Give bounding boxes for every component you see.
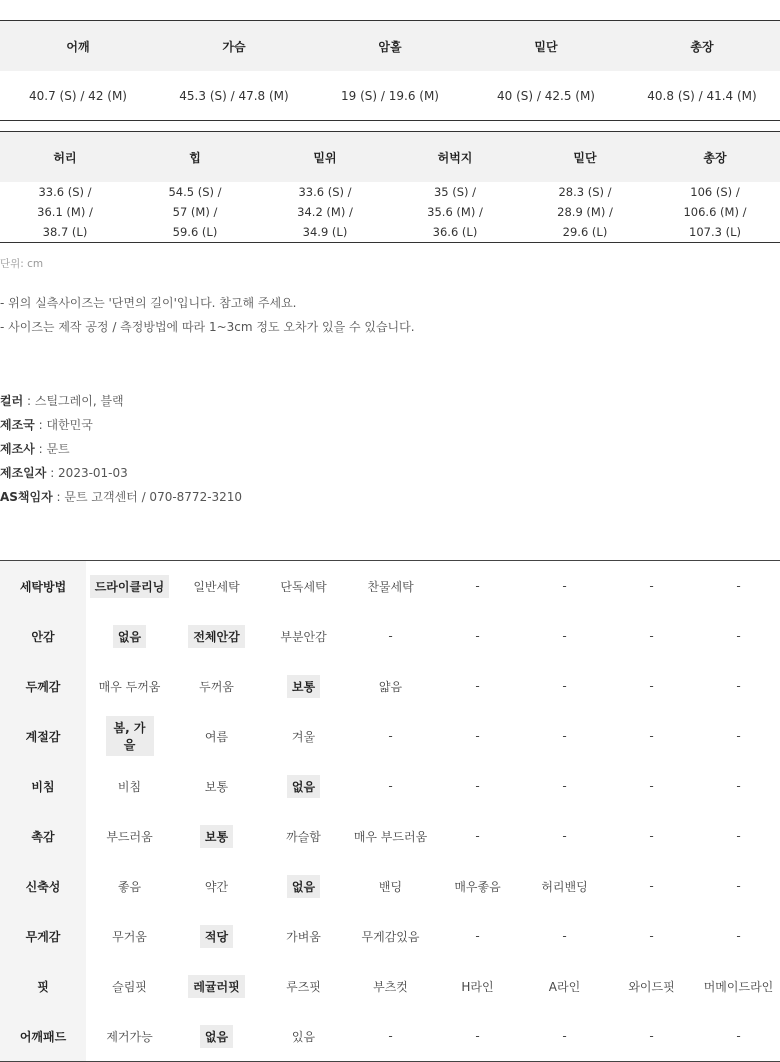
spec-option: [695, 861, 780, 911]
spec-option-text: 레귤러핏: [188, 975, 244, 998]
spec-option-text: -: [562, 579, 567, 593]
size-line: 36.1 (M) /: [37, 205, 93, 219]
spec-row: [0, 861, 780, 911]
size-line: 54.5 (S) /: [168, 185, 222, 199]
spec-row: [0, 1011, 780, 1061]
bottom-header-waist: 허리: [0, 132, 130, 183]
spec-option: [608, 961, 695, 1011]
spec-option-text: -: [388, 729, 393, 743]
size-line: 106.6 (M) /: [683, 205, 747, 219]
spec-option-text: -: [475, 729, 480, 743]
spec-option: [521, 661, 608, 711]
spec-option: [608, 661, 695, 711]
spec-option: [434, 961, 521, 1011]
spec-option-text: -: [736, 779, 741, 793]
info-manufacturer: [0, 440, 242, 464]
spec-option-selected: [86, 611, 173, 661]
spec-option-text: -: [649, 729, 654, 743]
spec-option-text: 매우 두꺼움: [98, 679, 161, 694]
spec-option: [434, 711, 521, 761]
spec-option-selected: [86, 711, 173, 761]
info-value: : 문트 고객센터 / 070-8772-3210: [52, 490, 243, 504]
spec-option-text: 부드러움: [106, 829, 153, 844]
spec-option-text: 없음: [287, 875, 320, 898]
spec-option-text: -: [475, 779, 480, 793]
top-header-chest: 가슴: [156, 21, 312, 72]
spec-option-text: -: [562, 779, 567, 793]
size-line: 33.6 (S) /: [38, 185, 92, 199]
note-line: - 사이즈는 제작 공정 / 측정방법에 따라 1~3cm 정도 오차가 있을 수 있습니다.: [0, 320, 415, 334]
spec-option-text: 허리밴딩: [541, 879, 588, 894]
spec-option: [434, 861, 521, 911]
spec-option: [434, 761, 521, 811]
spec-option-text: 있음: [291, 1029, 316, 1044]
info-as: [0, 488, 242, 512]
spec-option: [173, 861, 260, 911]
bottom-header-thigh: 허벅지: [390, 132, 520, 183]
spec-option: [434, 1011, 521, 1061]
spec-option: [521, 911, 608, 961]
spec-option-text: H라인: [461, 979, 494, 994]
spec-option: [608, 561, 695, 611]
spec-option-selected: [173, 811, 260, 861]
spec-row: [0, 811, 780, 861]
info-value: : 문트: [34, 442, 70, 456]
spec-option-text: -: [475, 829, 480, 843]
spec-option: [695, 911, 780, 961]
size-line: 35.6 (M) /: [427, 205, 483, 219]
spec-option: [86, 661, 173, 711]
top-value-length: 40.8 (S) / 41.4 (M): [647, 88, 757, 103]
spec-option-selected: [173, 961, 260, 1011]
spec-option-text: 슬림핏: [112, 979, 147, 994]
spec-option-text: 여름: [204, 729, 229, 744]
bottom-value-hem: [520, 182, 650, 243]
bottom-size-table: [0, 131, 780, 243]
bottom-value-waist: [0, 182, 130, 243]
spec-option-text: 보통: [200, 825, 233, 848]
spec-option-text: -: [562, 829, 567, 843]
spec-option-text: 겨울: [291, 729, 316, 744]
spec-option: [347, 611, 434, 661]
spec-option: [521, 761, 608, 811]
spec-option-text: -: [388, 1029, 393, 1043]
size-line: 33.6 (S) /: [298, 185, 352, 199]
spec-option: [260, 611, 347, 661]
spec-option-text: 찬물세탁: [367, 579, 414, 594]
spec-option-text: -: [388, 779, 393, 793]
bottom-value-rise: [260, 182, 390, 243]
spec-option: [260, 811, 347, 861]
info-value: : 2023-01-03: [46, 466, 128, 480]
spec-row: [0, 661, 780, 711]
info-label: 제조일자: [0, 466, 47, 480]
spec-option: [347, 561, 434, 611]
top-value-shoulder: 40.7 (S) / 42 (M): [29, 88, 127, 103]
spec-option: [608, 761, 695, 811]
spec-option: [695, 711, 780, 761]
size-line: 28.9 (M) /: [557, 205, 613, 219]
spec-option-text: 루즈핏: [286, 979, 321, 994]
spec-option-text: 제거가능: [106, 1029, 153, 1044]
spec-option: [434, 911, 521, 961]
spec-row-label: 촉감: [0, 811, 86, 861]
note-line: - 위의 실측사이즈는 '단면의 길이'입니다. 참고해 주세요.: [0, 296, 297, 310]
spec-option: [434, 661, 521, 711]
spec-option: [347, 861, 434, 911]
spec-option: [434, 561, 521, 611]
spec-option: [173, 761, 260, 811]
fabric-spec-table: [0, 560, 780, 1062]
info-country: [0, 416, 242, 440]
spec-option: [608, 911, 695, 961]
spec-option: [347, 711, 434, 761]
spec-option-text: 없음: [287, 775, 320, 798]
spec-row-label: 비침: [0, 761, 86, 811]
spec-option-text: -: [562, 929, 567, 943]
top-value-armhole: 19 (S) / 19.6 (M): [341, 88, 439, 103]
spec-option: [86, 1011, 173, 1061]
spec-option: [260, 961, 347, 1011]
size-line: 29.6 (L): [562, 225, 608, 239]
spec-option-text: 드라이클리닝: [90, 575, 170, 598]
size-line: 28.3 (S) /: [558, 185, 612, 199]
info-value: : 스틸그레이, 블랙: [23, 394, 124, 408]
bottom-header-length: 총장: [650, 132, 780, 183]
size-notes: [0, 294, 415, 342]
spec-row-label: 두께감: [0, 661, 86, 711]
spec-option-text: 보통: [287, 675, 320, 698]
spec-option: [86, 911, 173, 961]
spec-option: [695, 1011, 780, 1061]
size-line: 107.3 (L): [689, 225, 741, 239]
spec-option: [86, 811, 173, 861]
bottom-header-rise: 밑위: [260, 132, 390, 183]
bottom-value-thigh: [390, 182, 520, 243]
spec-row-label: 계절감: [0, 711, 86, 761]
spec-option-text: -: [562, 1029, 567, 1043]
spec-option-text: 전체안감: [188, 625, 244, 648]
spec-option-text: 밴딩: [378, 879, 403, 894]
spec-option-text: 얇음: [378, 679, 403, 694]
spec-option: [521, 861, 608, 911]
spec-option-text: -: [736, 679, 741, 693]
spec-row: [0, 561, 780, 611]
top-header-shoulder: 어깨: [0, 21, 156, 72]
info-label: 컬러: [0, 394, 24, 408]
spec-row-label: 무게감: [0, 911, 86, 961]
spec-option: [521, 811, 608, 861]
spec-option-text: -: [649, 1029, 654, 1043]
spec-option: [347, 961, 434, 1011]
spec-option-text: -: [475, 579, 480, 593]
size-line: 36.6 (L): [432, 225, 478, 239]
spec-row: [0, 961, 780, 1011]
spec-option: [260, 911, 347, 961]
spec-option-text: -: [736, 1029, 741, 1043]
spec-option-text: 없음: [200, 1025, 233, 1048]
spec-option-text: -: [649, 779, 654, 793]
spec-option-text: -: [736, 579, 741, 593]
spec-option: [608, 711, 695, 761]
spec-option: [521, 711, 608, 761]
spec-option-text: 봄, 가을: [106, 716, 154, 756]
spec-option-text: -: [562, 729, 567, 743]
spec-option-text: 부분안감: [280, 629, 327, 644]
spec-option: [434, 611, 521, 661]
spec-option: [521, 561, 608, 611]
spec-option-selected: [173, 611, 260, 661]
spec-option-text: 약간: [204, 879, 229, 894]
spec-option: [695, 661, 780, 711]
spec-option-text: 가벼움: [286, 929, 321, 944]
spec-option-selected: [260, 861, 347, 911]
spec-option-text: -: [649, 679, 654, 693]
spec-option: [608, 861, 695, 911]
spec-option-text: -: [649, 629, 654, 643]
spec-row-label: 핏: [0, 961, 86, 1011]
spec-option-text: -: [649, 829, 654, 843]
spec-option: [521, 611, 608, 661]
size-line: 34.2 (M) /: [297, 205, 353, 219]
spec-option-text: -: [562, 629, 567, 643]
spec-option: [86, 861, 173, 911]
spec-row: [0, 911, 780, 961]
spec-option-text: -: [475, 929, 480, 943]
spec-option-text: -: [649, 879, 654, 893]
spec-option-text: 단독세탁: [280, 579, 327, 594]
size-line: 57 (M) /: [172, 205, 218, 219]
info-label: 제조사: [0, 442, 35, 456]
spec-option-text: 무게감있음: [361, 929, 420, 944]
size-line: 106 (S) /: [690, 185, 740, 199]
spec-row: [0, 761, 780, 811]
bottom-value-hip: [130, 182, 260, 243]
spec-option-text: 두꺼움: [199, 679, 234, 694]
spec-option: [173, 711, 260, 761]
spec-option-text: -: [475, 629, 480, 643]
spec-option: [347, 1011, 434, 1061]
spec-option-text: -: [475, 679, 480, 693]
spec-option-text: -: [388, 629, 393, 643]
spec-option-text: 일반세탁: [193, 579, 240, 594]
product-info: [0, 392, 242, 512]
info-label: AS책임자: [0, 490, 53, 504]
spec-option-text: 보통: [204, 779, 229, 794]
info-date: [0, 464, 242, 488]
spec-row-label: 안감: [0, 611, 86, 661]
spec-option-text: 적당: [200, 925, 233, 948]
spec-option-text: 부츠컷: [373, 979, 408, 994]
info-label: 제조국: [0, 418, 35, 432]
spec-option: [434, 811, 521, 861]
bottom-value-length: [650, 182, 780, 243]
spec-option-selected: [173, 911, 260, 961]
spec-option: [695, 811, 780, 861]
spec-option: [86, 961, 173, 1011]
top-header-hem: 밑단: [468, 21, 624, 72]
top-size-table: [0, 20, 780, 121]
spec-option-text: -: [736, 629, 741, 643]
size-line: 34.9 (L): [302, 225, 348, 239]
spec-option-text: -: [736, 729, 741, 743]
size-line: 59.6 (L): [172, 225, 218, 239]
spec-option: [608, 811, 695, 861]
top-header-length: 총장: [624, 21, 780, 72]
info-color: [0, 392, 242, 416]
spec-row-label: 어깨패드: [0, 1011, 86, 1061]
spec-option-text: 와이드핏: [628, 979, 675, 994]
spec-option-text: -: [649, 929, 654, 943]
spec-option-text: 무거움: [112, 929, 147, 944]
spec-option: [347, 911, 434, 961]
spec-option-text: -: [649, 579, 654, 593]
bottom-header-hem: 밑단: [520, 132, 650, 183]
spec-option-selected: [260, 661, 347, 711]
spec-option-text: 좋음: [117, 879, 142, 894]
top-value-hem: 40 (S) / 42.5 (M): [497, 88, 595, 103]
spec-option-text: 없음: [113, 625, 146, 648]
spec-option: [86, 761, 173, 811]
top-value-chest: 45.3 (S) / 47.8 (M): [179, 88, 289, 103]
spec-option-text: 머메이드라인: [703, 979, 774, 994]
spec-option-text: 매우좋음: [454, 879, 501, 894]
spec-option: [695, 561, 780, 611]
spec-option: [260, 711, 347, 761]
spec-option-text: 까슬함: [286, 829, 321, 844]
spec-option: [608, 611, 695, 661]
spec-option-selected: [260, 761, 347, 811]
info-value: : 대한민국: [34, 418, 93, 432]
spec-option: [608, 1011, 695, 1061]
size-line: 35 (S) /: [433, 185, 477, 199]
spec-option-text: 매우 부드러움: [353, 829, 428, 844]
spec-option-text: -: [736, 879, 741, 893]
spec-option-text: -: [475, 1029, 480, 1043]
spec-option: [347, 811, 434, 861]
spec-option: [260, 561, 347, 611]
size-line: 38.7 (L): [42, 225, 88, 239]
spec-option: [347, 761, 434, 811]
spec-option-text: 비침: [117, 779, 142, 794]
spec-option-text: A라인: [548, 979, 581, 994]
spec-option-text: -: [736, 929, 741, 943]
spec-option: [260, 1011, 347, 1061]
spec-option-selected: [86, 561, 173, 611]
spec-option: [173, 661, 260, 711]
spec-option: [173, 561, 260, 611]
spec-option: [521, 961, 608, 1011]
spec-row: [0, 711, 780, 761]
top-header-armhole: 암홀: [312, 21, 468, 72]
unit-note: 단위: cm: [0, 258, 44, 270]
bottom-header-hip: 힙: [130, 132, 260, 183]
spec-row-label: 신축성: [0, 861, 86, 911]
spec-option: [521, 1011, 608, 1061]
spec-row-label: 세탁방법: [0, 561, 86, 611]
spec-option-text: -: [562, 679, 567, 693]
spec-row: [0, 611, 780, 661]
spec-option: [695, 761, 780, 811]
spec-option: [695, 961, 780, 1011]
spec-option-text: -: [736, 829, 741, 843]
spec-option-selected: [173, 1011, 260, 1061]
spec-option: [347, 661, 434, 711]
spec-option: [695, 611, 780, 661]
